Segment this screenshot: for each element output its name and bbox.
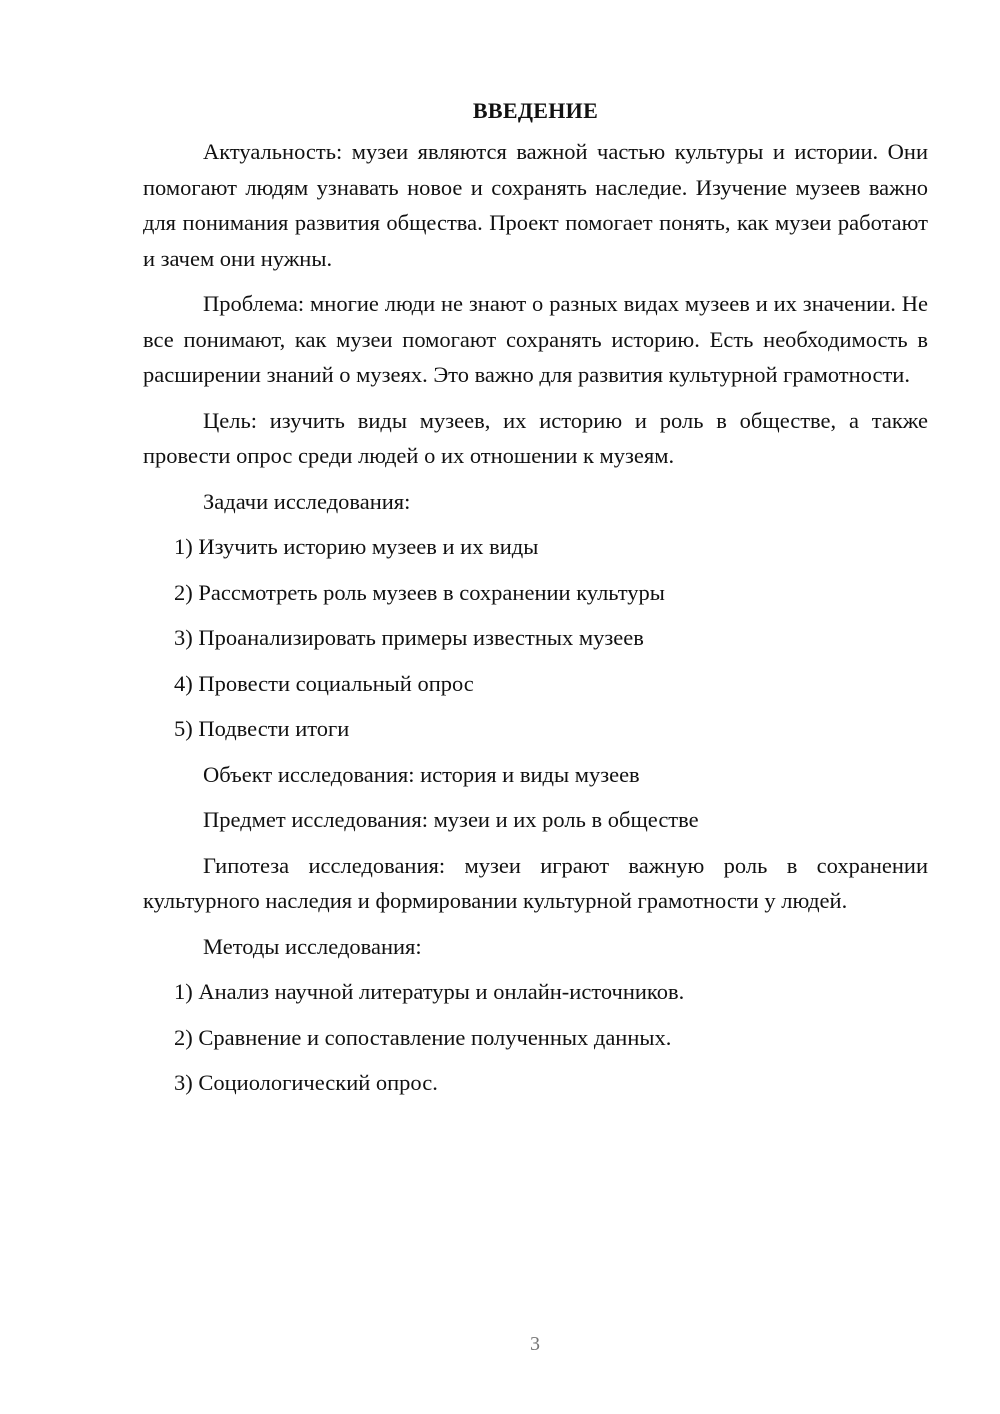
document-body — [143, 95, 928, 1111]
method-item: 2) Сравнение и сопоставление полученных данных. — [174, 1024, 672, 1050]
tasks-list — [143, 529, 928, 747]
object-line: Объект исследования: история и виды музеев — [203, 761, 640, 787]
page-title: ВВЕДЕНИЕ — [472, 98, 599, 123]
task-item: 4) Провести социальный опрос — [174, 670, 474, 696]
method-item: 1) Анализ научной литературы и онлайн-источников. — [174, 979, 685, 1004]
task-item: 3) Проанализировать примеры известных музеев — [174, 625, 644, 650]
methods-list — [143, 974, 928, 1101]
hypothesis-paragraph: Гипотеза исследования: музеи играют важную роль в сохранении культурного наследия и формировании культурной грамотности у людей. — [143, 852, 928, 913]
goal-paragraph: Цель: изучить виды музеев, их историю и роль в обществе, а также провести опрос среди людей о их отношении к музеям. — [143, 407, 928, 468]
subject-line: Предмет исследования: музеи и их роль в обществе — [203, 807, 699, 832]
methods-heading: Методы исследования: — [203, 933, 422, 959]
task-item: 2) Рассмотреть роль музеев в сохранении культуры — [174, 579, 665, 605]
task-item: 1) Изучить историю музеев и их виды — [174, 534, 539, 559]
problem-paragraph: Проблема: многие люди не знают о разных видах музеев и их значении. Не все понимают, как музеи помогают сохранять историю. Есть необходимость в расширении знаний о музеях. Это важно для развития культурной грамотности. — [143, 291, 928, 387]
task-item: 5) Подвести итоги — [174, 716, 350, 741]
tasks-heading: Задачи исследования: — [203, 488, 411, 514]
method-item: 3) Социологический опрос. — [174, 1070, 438, 1095]
page-number: 3 — [530, 1333, 540, 1355]
relevance-paragraph: Актуальность: музеи являются важной частью культуры и истории. Они помогают людям узнавать новое и сохранять наследие. Изучение музеев важно для понимания развития общества. Проект помогает понять, как музеи работают и зачем они нужны. — [143, 139, 928, 271]
